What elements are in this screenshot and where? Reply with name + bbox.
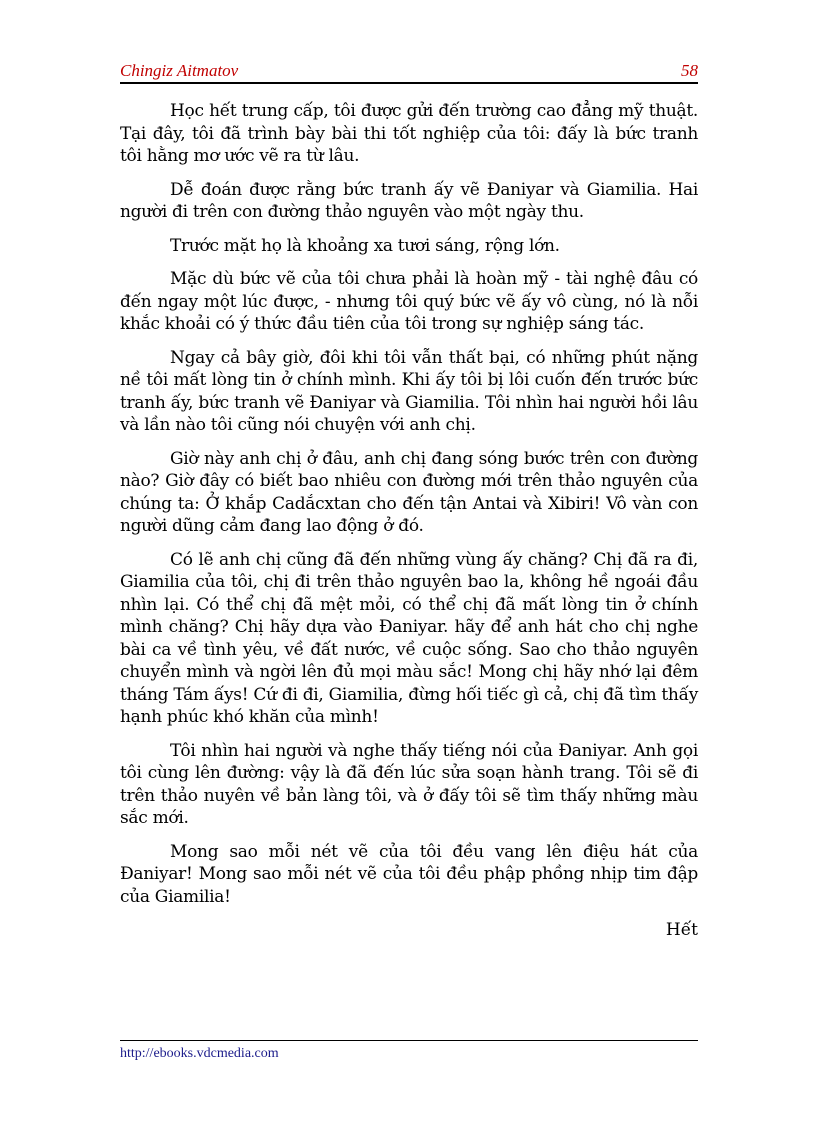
paragraph-8: Tôi nhìn hai người và nghe thấy tiếng nói của Đaniyar. Anh gọi tôi cùng lên đường: vậy là đã đến lúc sửa soạn hành trang. Tôi sẽ đi trên thảo nuyên về bản làng tôi, và ở đấy tôi sẽ tìm thấy những màu sắc mới. <box>120 740 698 828</box>
page-header <box>120 60 698 84</box>
footer-link[interactable]: http://ebooks.vdcmedia.com <box>120 1046 279 1061</box>
paragraph-3: Trước mặt họ là khoảng xa tươi sáng, rộng lớn. <box>170 235 560 256</box>
page-body <box>120 100 698 942</box>
paragraph-5: Ngay cả bây giờ, đôi khi tôi vẫn thất bại, có những phút nặng nề tôi mất lòng tin ở chính mình. Khi ấy tôi bị lôi cuốn đến trước bức tranh ấy, bức tranh vẽ Đaniyar và Giamilia. Tôi nhìn hai người hồi lâu và lần nào tôi cũng nói chuyện với anh chị. <box>120 347 698 435</box>
paragraph-1: Học hết trung cấp, tôi được gửi đến trường cao đẳng mỹ thuật. Tại đây, tôi đã trình bày bài thi tốt nghiệp của tôi: đấy là bức tranh tôi hằng mơ ước vẽ ra từ lâu. <box>120 101 698 166</box>
end-marker: Hết <box>665 920 698 940</box>
paragraph-6: Giờ này anh chị ở đâu, anh chị đang sóng bước trên con đường nào? Giờ đây có biết bao nhiêu con đường mới trên thảo nguyên của chúng ta: Ở khắp Cadắcxtan cho đến tận Antai và Xibiri! Vô vàn con người dũng cảm đang lao động ở đó. <box>120 448 698 536</box>
paragraph-7: Có lẽ anh chị cũng đã đến những vùng ấy chăng? Chị đã ra đi, Giamilia của tôi, chị đi trên thảo nguyên bao la, không hề ngoái đầu nhìn lại. Có thể chị đã mệt mỏi, có thể chị đã mất lòng tin ở chính mình chăng? Chị hãy dựa vào Đaniyar. hãy để anh hát cho chị nghe bài ca về tình yêu, về đất nước, về cuộc sống. Sao cho thảo nguyên chuyển mình và ngời lên đủ mọi màu sắc! Mong chị hãy nhớ lại đêm tháng Tám ấys! Cứ đi đi, Giamilia, đừng hối tiếc gì cả, chị đã tìm thấy hạnh phúc khó khăn của mình! <box>120 549 698 727</box>
paragraph-9: Mong sao mỗi nét vẽ của tôi đều vang lên điệu hát của Đaniyar! Mong sao mỗi nét vẽ của tôi đều phập phồng nhịp tim đập của Giamilia! <box>120 841 698 907</box>
paragraph-2: Dễ đoán được rằng bức tranh ấy vẽ Đaniyar và Giamilia. Hai người đi trên con đường thảo nguyên vào một ngày thu. <box>120 179 698 222</box>
header-author: Chingiz Aitmatov <box>120 61 239 80</box>
paragraph-4: Mặc dù bức vẽ của tôi chưa phải là hoàn mỹ - tài nghệ đâu có đến ngay một lúc được, - nhưng tôi quý bức vẽ ấy vô cùng, nó là nỗi khắc khoải có ý thức đầu tiên của tôi trong sự nghiệp sáng tác. <box>120 269 698 334</box>
page-number: 58 <box>681 61 698 80</box>
footer-divider <box>120 1040 698 1041</box>
